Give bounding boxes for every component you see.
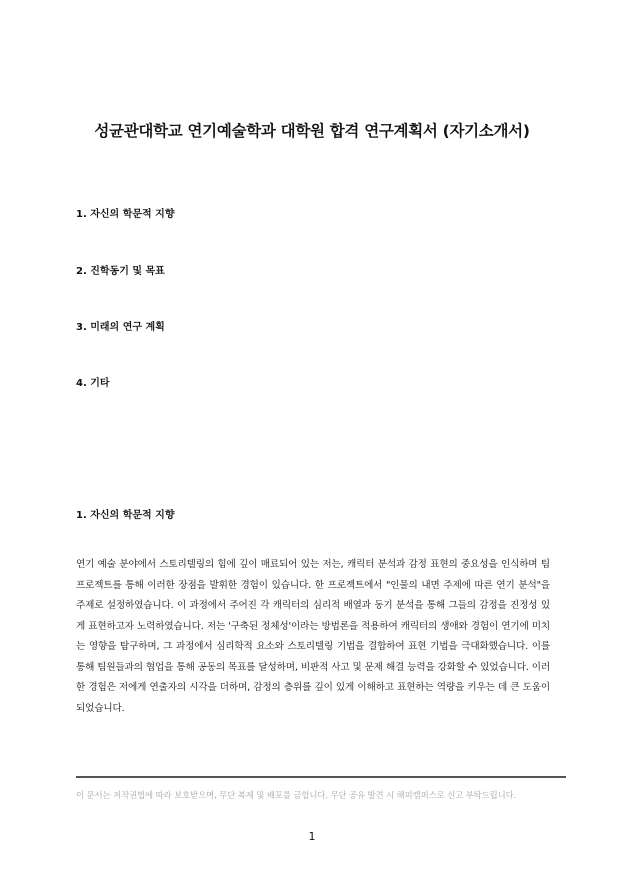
toc-item-2: 2. 진학동기 및 목표	[76, 266, 165, 277]
footer-divider	[76, 776, 566, 778]
copyright-notice: 이 문서는 저작권법에 따라 보호받으며, 무단 복제 및 배포를 금합니다. 무단 공유 발견 시 해피캠퍼스로 신고 부탁드립니다.	[76, 790, 517, 800]
page-title: 성균관대학교 연기예술학과 대학원 합격 연구계획서 (자기소개서)	[94, 122, 530, 140]
section-heading: 1. 자신의 학문적 지향	[76, 510, 175, 521]
toc-item-1: 1. 자신의 학문적 지향	[76, 209, 175, 220]
section-body-paragraph: 연기 예술 분야에서 스토리텔링의 힘에 깊이 매료되어 있는 저는, 캐릭터 분석과 감정 표현의 중요성을 인식하며 팀 프로젝트를 통해 이러한 장점을 발휘한 경험이 있습니다. 한 프로젝트에서 "인물의 내면 주제에 따른 연기 분석"을 주제로 설정하였습니다. 이 과정에서 주어진 각 캐릭터의 심리적 배열과 동기 분석을 통해 그들의 감정을 진정성 있게 표현하고자 노력하였습니다. 저는 '구축된 정체성'이라는 방법론을 적용하여 캐릭터의 생애와 경험이 연기에 미치는 영향을 탐구하며, 그 과정에서 심리학적 요소와 스토리텔링 기법을 결합하여 표현 기법을 극대화했습니다. 이를 통해 팀원들과의 협업을 통해 공동의 목표를 달성하며, 비판적 사고 및 문제 해결 능력을 강화할 수 있었습니다. 이러한 경험은 저에게 연출자의 시각을 더하며, 감정의 층위를 깊이 있게 이해하고 표현하는 역량을 키우는 데 큰 도움이 되었습니다.	[76, 559, 550, 714]
page-number: 1	[308, 830, 316, 843]
toc-item-3: 3. 미래의 연구 계획	[76, 322, 165, 333]
toc-item-4: 4. 기타	[76, 378, 110, 389]
